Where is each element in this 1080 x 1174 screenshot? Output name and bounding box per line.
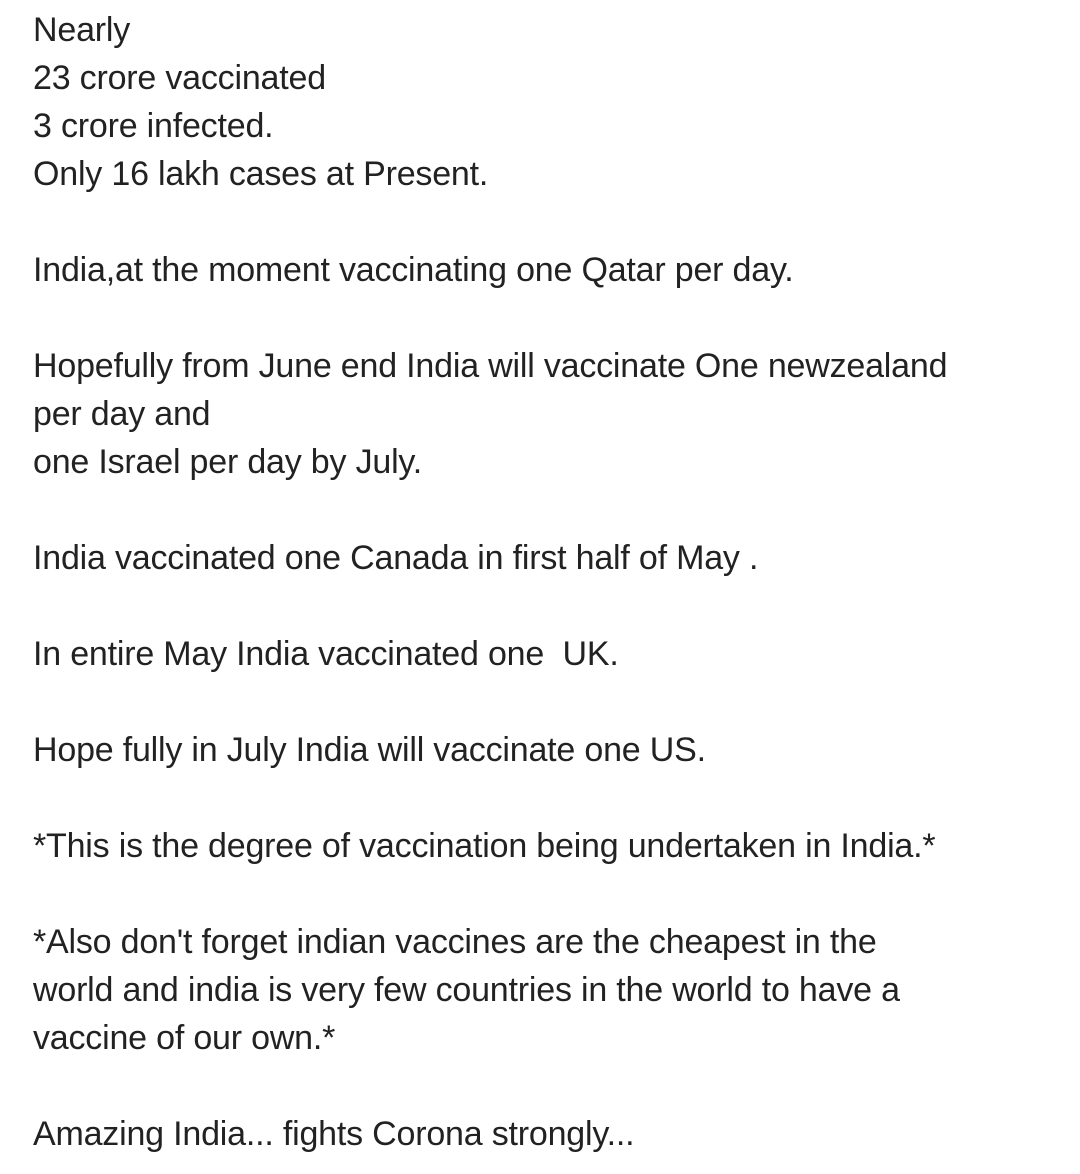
message-line: vaccine of our own.* [33, 1019, 336, 1057]
blank-line [33, 1062, 1063, 1110]
message-line: India,at the moment vaccinating one Qatar per day. [33, 251, 794, 289]
message-line: 3 crore infected. [33, 107, 274, 145]
message-line: *This is the degree of vaccination being undertaken in India.* [33, 827, 936, 865]
message-line: Hopefully from June end India will vaccinate One newzealand [33, 347, 948, 385]
message-line: world and india is very few countries in the world to have a [33, 971, 900, 1009]
message-line: Only 16 lakh cases at Present. [33, 155, 489, 193]
message-line: 23 crore vaccinated [33, 59, 326, 97]
blank-line [33, 486, 1063, 534]
blank-line [33, 774, 1063, 822]
blank-line [33, 870, 1063, 918]
message-line: Hope fully in July India will vaccinate one US. [33, 731, 706, 769]
message-line: India vaccinated one Canada in first half of May . [33, 539, 759, 577]
message-line: Amazing India... fights Corona strongly... [33, 1115, 635, 1153]
blank-line [33, 582, 1063, 630]
message-line: one Israel per day by July. [33, 443, 422, 481]
message-line: In entire May India vaccinated one UK. [33, 635, 619, 673]
message-line: *Also don't forget indian vaccines are the cheapest in the [33, 923, 877, 961]
blank-line [33, 294, 1063, 342]
message-line: Nearly [33, 11, 131, 49]
message-line: per day and [33, 395, 211, 433]
blank-line [33, 678, 1063, 726]
message-body [33, 6, 1063, 1158]
blank-line [33, 198, 1063, 246]
